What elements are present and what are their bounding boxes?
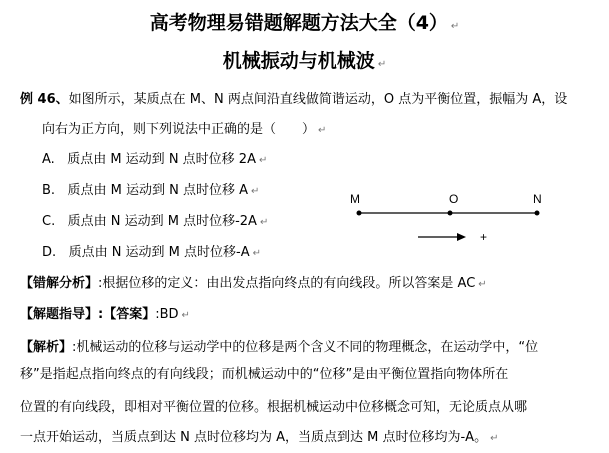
answer-heading: 【答案】 bbox=[103, 307, 156, 322]
explanation-line-1: 【解析】:机械运动的位移与运动学中的位移是两个含义不同的物理概念，在运动学中，“位 bbox=[20, 340, 539, 355]
label-n: N bbox=[533, 192, 542, 206]
explanation-line-4: 一点开始运动，当质点到达 N 点时位移均为 A，当质点到达 M 点时位移均为-A。 ↵ bbox=[20, 430, 499, 445]
arrow-head-icon bbox=[457, 233, 466, 241]
label-m: M bbox=[350, 192, 360, 206]
option-c: C. 质点由 N 运动到 M 点时位移-2A ↵ bbox=[42, 214, 269, 229]
label-o: O bbox=[449, 192, 459, 206]
explanation-line-2: 移”是指起点指向终点的有向线段；而机械运动中的“位移”是由平衡位置指向物体所在 bbox=[20, 367, 509, 382]
solution-guide: 【解题指导】:【答案】:BD ↵ bbox=[20, 307, 190, 322]
question-line-2: 向右为正方向，则下列说法中正确的是（ ） ↵ bbox=[42, 122, 327, 137]
point-n bbox=[535, 211, 540, 216]
return-mark: ↵ bbox=[450, 21, 460, 32]
return-mark: ↵ bbox=[377, 59, 387, 70]
error-analysis-heading: 【错解分析】 bbox=[20, 276, 99, 291]
explanation-line-3: 位置的有向线段，即相对平衡位置的位移。根据机械运动中位移概念可知，无论质点从哪 bbox=[20, 400, 528, 415]
point-o bbox=[448, 211, 453, 216]
explanation-heading: 【解析】 bbox=[20, 340, 73, 355]
option-d: D. 质点由 N 运动到 M 点时位移-A ↵ bbox=[42, 245, 262, 260]
option-a: A. 质点由 M 运动到 N 点时位移 2A ↵ bbox=[42, 152, 268, 167]
motion-diagram bbox=[350, 188, 560, 248]
point-m bbox=[357, 211, 362, 216]
error-analysis: 【错解分析】:根据位移的定义：由出发点指向终点的有向线段。所以答案是 AC ↵ bbox=[20, 276, 487, 291]
option-b: B. 质点由 M 运动到 N 点时位移 A ↵ bbox=[42, 183, 260, 198]
answer-value: :BD bbox=[155, 307, 179, 322]
guide-heading: 【解题指导】 bbox=[20, 307, 99, 322]
document-title: 高考物理易错题解题方法大全（4） ↵ bbox=[149, 12, 460, 34]
document-subtitle: 机械振动与机械波 ↵ bbox=[222, 50, 387, 72]
question-label: 例 46、 bbox=[20, 92, 69, 107]
positive-sign: + bbox=[480, 230, 488, 244]
question-line-1: 例 46、如图所示，某质点在 M、N 两点间沿直线做简谐运动，O 点为平衡位置，振幅为 A，设 bbox=[20, 92, 568, 107]
